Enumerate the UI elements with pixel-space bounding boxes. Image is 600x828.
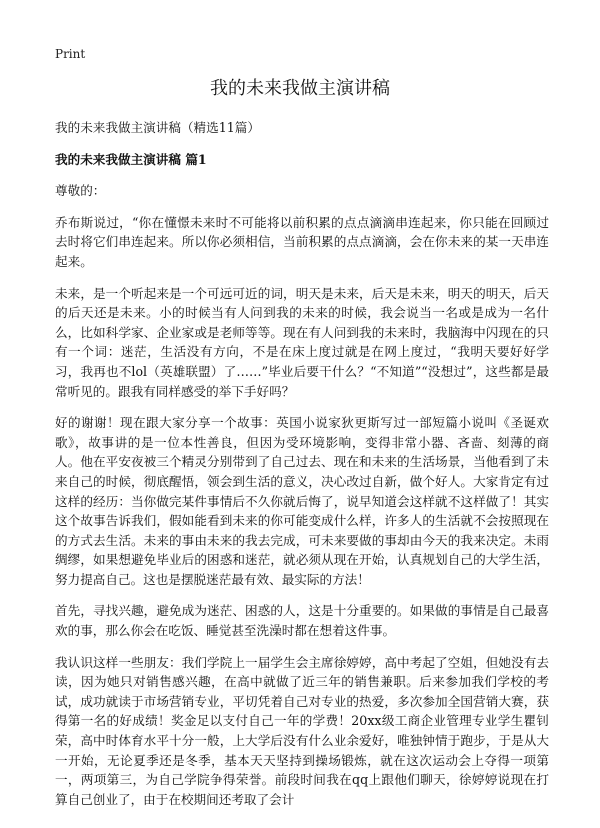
paragraph: 我认识这样一些朋友：我们学院上一届学生会主席徐婷婷，高中考起了空姐，但她没有去读，因为她只对销售感兴趣，在高中就做了近三年的销售兼职。后来参加我们学校的考试，成功就读于市场营销专业，平切凭着自己对专业的热爱，多次参加全国营销大赛，获得第一名的好成绩！奖金足以支付自己一年的学费！20xx级工商企业管理专业学生瞿钊荣，高中时体育水平十分一般，上大学后没有什么业余爱好，唯独钟情于跑步，于是从大一开始，无论夏季还是冬季，基本天天坚持到操场锻炼，就在这次运动会上夺得一项第一，两项第三，为自己学院争得荣誉。前段时间我在qq上跟他们聊天，徐婷婷说现在打算自己创业了，由于在校期间还考取了会计	[55, 654, 549, 807]
paragraph: 乔布斯说过，“你在懂憬未来时不可能将以前积累的点点滴滴串连起来，你只能在回顾过去时将它们串连起来。所以你必须相信，当前积累的点点滴滴，会在你未来的某一天串连起来。	[55, 214, 549, 269]
section-heading: 我的未来我做主演讲稿 篇1	[55, 151, 207, 167]
print-link[interactable]: Print	[55, 47, 86, 61]
document-subtitle: 我的未来我做主演讲稿（精选11篇）	[55, 120, 260, 135]
paragraph: 好的谢谢！现在跟大家分享一个故事：英国小说家狄更斯写过一部短篇小说叫《圣诞欢歌》，故事讲的是一位本性善良，但因为受环境影响，变得非常小器、吝啬、刻薄的商人。他在平安夜被三个精灵分别带到了自己过去、现在和未来的生活场景，当他看到了未来自己的时候，彻底醒悟，领会到生活的意义，决心改过自新，做个好人。大家肯定有过这样的经历：当你做完某件事情后不久你就后悔了，说早知道会这样就不这样做了！其实这个故事告诉我们，假如能看到未来的你可能变成什么样，许多人的生活就不会按照现在的方式去生活。未来的事由未来的我去完成，可未来要做的事却由今天的我来决定。未雨绸缪，如果想避免毕业后的困惑和迷茫，就必须从现在开始，认真规划自己的大学生活，努力提高自己。这也是摆脱迷茫最有效、最实际的方法！	[55, 415, 549, 587]
document-body	[55, 118, 549, 821]
paragraph: 未来，是一个听起来是一个可远可近的词，明天是未来，后天是未来，明天的明天，后天的后天还是未来。小的时候当有人问到我的未来的时候，我会说当一名或是成为一名什么，比如科学家、企业家或是老师等等。现在有人问到我的未来时，我脑海中闪现在的只有一个词：迷茫，生活没有方向，不是在床上度过就是在网上度过，“我明天要好好学习，我再也不lol（英雄联盟）了……”毕业后要干什么？“不知道”“没想过”，这些都是最常听见的。跟我有同样感受的举下手好吗？	[55, 285, 549, 399]
page-title: 我的未来我做主演讲稿	[210, 78, 390, 99]
paragraph: 首先，寻找兴趣，避免成为迷茫、困惑的人，这是十分重要的。如果做的事情是自己最喜欢的事，那么你会在吃饭、睡觉甚至洗澡时都在想着这件事。	[55, 603, 549, 639]
greeting-text: 尊敬的：	[55, 183, 106, 199]
